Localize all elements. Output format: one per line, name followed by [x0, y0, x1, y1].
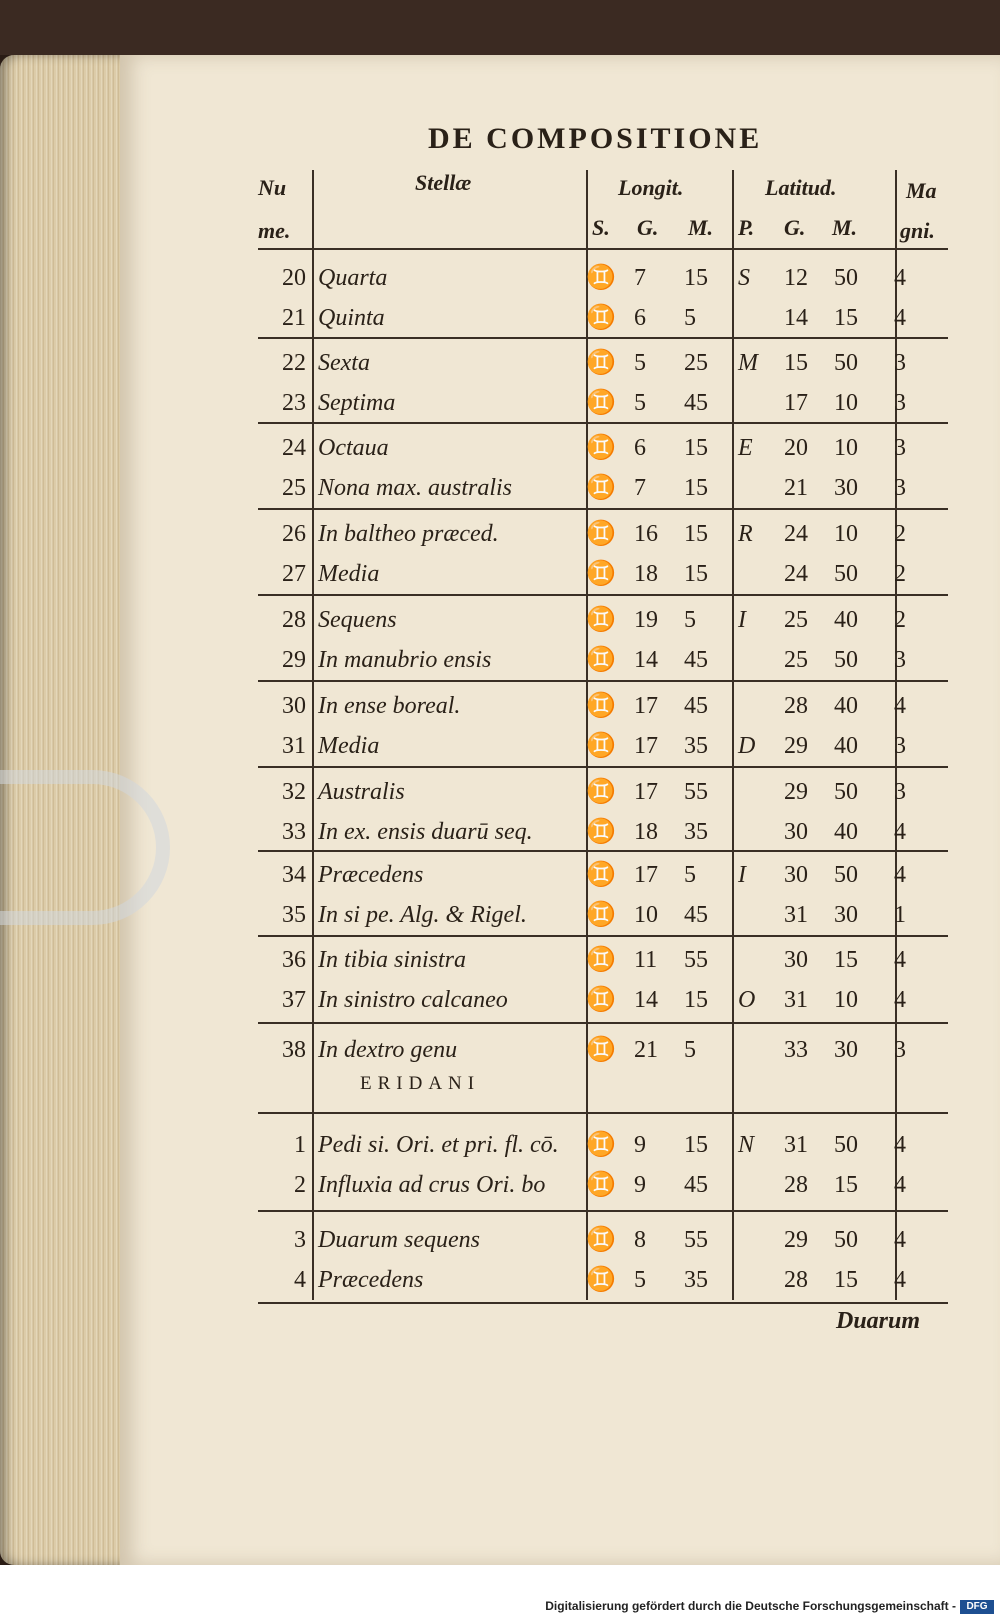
cell-g: 14 — [634, 647, 658, 673]
cell-num: 20 — [282, 265, 306, 291]
cell-name: Sequens — [318, 607, 397, 633]
cell-lg: 20 — [784, 435, 808, 461]
cell-num: 37 — [282, 987, 306, 1013]
col-mag-line2: gni. — [900, 218, 935, 243]
cell-g: 5 — [634, 390, 646, 416]
cell-g: 11 — [634, 947, 658, 973]
cell-sign: ♊ — [586, 435, 616, 461]
cell-lm: 30 — [834, 1037, 858, 1063]
cell-lg: 29 — [784, 779, 808, 805]
cell-lm: 30 — [834, 475, 858, 501]
col-stella: Stellæ — [415, 170, 472, 195]
group-rule — [258, 594, 948, 596]
cell-mag: 3 — [894, 733, 906, 759]
cell-lg: 31 — [784, 902, 808, 928]
cell-num: 33 — [282, 819, 306, 845]
cell-mag: 2 — [894, 521, 906, 547]
group-rule — [258, 1210, 948, 1212]
cell-lg: 21 — [784, 475, 808, 501]
col-s: S. — [592, 215, 610, 240]
page-title: DE COMPOSITIONE — [428, 122, 763, 155]
cell-m: 55 — [684, 1227, 708, 1253]
cell-lg: 30 — [784, 819, 808, 845]
cell-lg: 28 — [784, 693, 808, 719]
cell-m: 15 — [684, 1132, 708, 1158]
cell-sign: ♊ — [586, 521, 616, 547]
cell-name: Media — [318, 733, 380, 759]
cell-sign: ♊ — [586, 305, 616, 331]
col-divider — [732, 170, 734, 1300]
cell-lg: 28 — [784, 1172, 808, 1198]
cell-mag: 3 — [894, 779, 906, 805]
cell-m: 45 — [684, 390, 708, 416]
cell-m: 5 — [684, 1037, 696, 1063]
cell-lg: 31 — [784, 1132, 808, 1158]
cell-sign: ♊ — [586, 987, 616, 1013]
cell-p: R — [738, 521, 753, 547]
cell-num: 34 — [282, 862, 306, 888]
col-num-line2: me. — [258, 218, 291, 243]
cell-lm: 50 — [834, 561, 858, 587]
cell-g: 18 — [634, 561, 658, 587]
cell-name: Nona max. australis — [318, 475, 513, 501]
cell-lm: 50 — [834, 265, 858, 291]
footer-text: Digitalisierung gefördert durch die Deutsche Forschungsgemeinschaft - — [545, 1599, 956, 1613]
cell-num: 25 — [282, 475, 306, 501]
cell-p: E — [738, 435, 753, 461]
cell-name: Duarum sequens — [318, 1227, 480, 1253]
cell-num: 31 — [282, 733, 306, 759]
cell-g: 18 — [634, 819, 658, 845]
footer-bar — [0, 1565, 1000, 1617]
cell-num: 21 — [282, 305, 306, 331]
cell-mag: 3 — [894, 390, 906, 416]
cell-lm: 15 — [834, 1172, 858, 1198]
cell-num: 1 — [294, 1132, 306, 1158]
bottom-rule — [258, 1302, 948, 1304]
cell-num: 23 — [282, 390, 306, 416]
cell-num: 38 — [282, 1037, 306, 1063]
cell-sign: ♊ — [586, 265, 616, 291]
cell-g: 17 — [634, 733, 658, 759]
cell-name: Sexta — [318, 350, 370, 376]
cell-m: 35 — [684, 1267, 708, 1293]
group-rule — [258, 935, 948, 937]
cell-g: 10 — [634, 902, 658, 928]
cell-num: 24 — [282, 435, 306, 461]
col-latitud: Latitud. — [765, 175, 837, 200]
cell-sign: ♊ — [586, 1267, 616, 1293]
cell-lm: 10 — [834, 987, 858, 1013]
cell-g: 19 — [634, 607, 658, 633]
group-rule — [258, 766, 948, 768]
cell-sign: ♊ — [586, 1172, 616, 1198]
cell-mag: 4 — [894, 819, 906, 845]
cell-sign: ♊ — [586, 902, 616, 928]
cell-name: In ex. ensis duarū seq. — [318, 819, 533, 845]
col-mag-line1: Ma — [906, 178, 937, 203]
cell-name: In sinistro calcaneo — [318, 987, 508, 1013]
cell-num: 26 — [282, 521, 306, 547]
cell-p: I — [738, 862, 746, 888]
cell-lm: 30 — [834, 902, 858, 928]
cell-mag: 4 — [894, 862, 906, 888]
cell-num: 2 — [294, 1172, 306, 1198]
cell-num: 3 — [294, 1227, 306, 1253]
cell-sign: ♊ — [586, 607, 616, 633]
cell-m: 5 — [684, 607, 696, 633]
cell-m: 35 — [684, 819, 708, 845]
cell-mag: 4 — [894, 1132, 906, 1158]
cell-lg: 33 — [784, 1037, 808, 1063]
cell-mag: 3 — [894, 435, 906, 461]
cell-mag: 3 — [894, 350, 906, 376]
cell-lg: 30 — [784, 862, 808, 888]
cell-name: In dextro genu — [318, 1037, 458, 1063]
group-rule — [258, 680, 948, 682]
cell-lg: 28 — [784, 1267, 808, 1293]
section-title: ERIDANI — [360, 1073, 481, 1094]
cell-m: 5 — [684, 305, 696, 331]
cell-m: 15 — [684, 435, 708, 461]
cell-lg: 24 — [784, 521, 808, 547]
header-rule — [258, 248, 948, 250]
cell-m: 55 — [684, 947, 708, 973]
cell-mag: 4 — [894, 1227, 906, 1253]
col-lat-g: G. — [784, 215, 806, 240]
cell-m: 15 — [684, 987, 708, 1013]
cell-p: O — [738, 987, 756, 1013]
cell-mag: 1 — [894, 902, 906, 928]
cell-lm: 50 — [834, 350, 858, 376]
cell-name: In manubrio ensis — [318, 647, 492, 673]
cell-name: Quarta — [318, 265, 388, 291]
cell-mag: 4 — [894, 1172, 906, 1198]
cell-lm: 40 — [834, 733, 858, 759]
cell-lg: 25 — [784, 647, 808, 673]
cell-g: 5 — [634, 1267, 646, 1293]
cell-num: 29 — [282, 647, 306, 673]
cell-m: 15 — [684, 475, 708, 501]
dfg-logo: DFG — [960, 1600, 994, 1614]
col-p: P. — [738, 215, 755, 240]
cell-sign: ♊ — [586, 390, 616, 416]
cell-num: 4 — [294, 1267, 306, 1293]
cell-mag: 4 — [894, 987, 906, 1013]
cell-num: 36 — [282, 947, 306, 973]
cell-m: 35 — [684, 733, 708, 759]
cell-lg: 29 — [784, 1227, 808, 1253]
cell-name: Pedi si. Ori. et pri. fl. cō. — [318, 1132, 559, 1158]
cell-p: N — [738, 1132, 755, 1158]
cell-lm: 15 — [834, 305, 858, 331]
cell-m: 45 — [684, 647, 708, 673]
cell-mag: 4 — [894, 305, 906, 331]
col-longit: Longit. — [618, 175, 684, 200]
cell-num: 32 — [282, 779, 306, 805]
cell-lm: 10 — [834, 521, 858, 547]
cell-sign: ♊ — [586, 1227, 616, 1253]
cell-p: D — [738, 733, 756, 759]
cell-m: 45 — [684, 902, 708, 928]
cell-num: 22 — [282, 350, 306, 376]
cell-sign: ♊ — [586, 947, 616, 973]
cell-sign: ♊ — [586, 693, 616, 719]
cell-g: 8 — [634, 1227, 646, 1253]
cell-lm: 50 — [834, 779, 858, 805]
cell-sign: ♊ — [586, 819, 616, 845]
cell-lg: 29 — [784, 733, 808, 759]
cell-sign: ♊ — [586, 779, 616, 805]
cell-name: In tibia sinistra — [318, 947, 467, 973]
cell-name: Media — [318, 561, 380, 587]
col-m: M. — [688, 215, 714, 240]
cell-sign: ♊ — [586, 475, 616, 501]
cell-sign: ♊ — [586, 647, 616, 673]
cell-name: In baltheo præced. — [318, 521, 499, 547]
cell-lg: 30 — [784, 947, 808, 973]
cell-m: 15 — [684, 521, 708, 547]
cell-g: 9 — [634, 1172, 646, 1198]
cell-mag: 4 — [894, 947, 906, 973]
cell-lg: 14 — [784, 305, 808, 331]
cell-p: I — [738, 607, 746, 633]
cell-sign: ♊ — [586, 862, 616, 888]
cell-g: 7 — [634, 265, 646, 291]
col-g: G. — [637, 215, 659, 240]
cell-mag: 2 — [894, 561, 906, 587]
cell-m: 45 — [684, 693, 708, 719]
cell-mag: 3 — [894, 1037, 906, 1063]
cell-mag: 3 — [894, 647, 906, 673]
cell-m: 55 — [684, 779, 708, 805]
col-lat-m: M. — [832, 215, 858, 240]
cell-num: 28 — [282, 607, 306, 633]
cell-name: Præcedens — [318, 862, 424, 888]
cell-g: 17 — [634, 693, 658, 719]
cell-g: 5 — [634, 350, 646, 376]
cell-name: Australis — [318, 779, 405, 805]
group-rule — [258, 508, 948, 510]
cell-lm: 50 — [834, 1132, 858, 1158]
cell-lm: 50 — [834, 1227, 858, 1253]
cell-lm: 40 — [834, 693, 858, 719]
cell-g: 7 — [634, 475, 646, 501]
cell-lm: 15 — [834, 1267, 858, 1293]
cell-name: In si pe. Alg. & Rigel. — [318, 902, 527, 928]
cell-mag: 2 — [894, 607, 906, 633]
cell-p: M — [738, 350, 758, 376]
cell-m: 15 — [684, 561, 708, 587]
cell-name: Octaua — [318, 435, 389, 461]
cell-sign: ♊ — [586, 350, 616, 376]
cell-m: 25 — [684, 350, 708, 376]
cell-mag: 4 — [894, 1267, 906, 1293]
cell-sign: ♊ — [586, 733, 616, 759]
cell-g: 14 — [634, 987, 658, 1013]
cell-mag: 4 — [894, 265, 906, 291]
cell-m: 45 — [684, 1172, 708, 1198]
book-page — [120, 55, 1000, 1565]
cell-mag: 4 — [894, 693, 906, 719]
cell-num: 27 — [282, 561, 306, 587]
cell-name: In ense boreal. — [318, 693, 461, 719]
cell-lg: 12 — [784, 265, 808, 291]
cell-g: 17 — [634, 862, 658, 888]
cell-num: 35 — [282, 902, 306, 928]
cell-g: 6 — [634, 305, 646, 331]
bookmark-clip — [0, 770, 170, 925]
cell-sign: ♊ — [586, 1132, 616, 1158]
cell-name: Influxia ad crus Ori. bo — [318, 1172, 546, 1198]
cell-g: 9 — [634, 1132, 646, 1158]
col-divider — [312, 170, 314, 1300]
col-num-line1: Nu — [258, 175, 287, 200]
cell-g: 21 — [634, 1037, 658, 1063]
group-rule — [258, 1022, 948, 1024]
cell-lm: 50 — [834, 862, 858, 888]
cell-g: 17 — [634, 779, 658, 805]
cell-lg: 17 — [784, 390, 808, 416]
cell-sign: ♊ — [586, 561, 616, 587]
cell-m: 15 — [684, 265, 708, 291]
cell-mag: 3 — [894, 475, 906, 501]
cell-p: S — [738, 265, 750, 291]
cell-lm: 40 — [834, 607, 858, 633]
cell-sign: ♊ — [586, 1037, 616, 1063]
cell-name: Quinta — [318, 305, 385, 331]
cell-m: 5 — [684, 862, 696, 888]
catchword: Duarum — [836, 1308, 921, 1334]
cell-name: Præcedens — [318, 1267, 424, 1293]
cell-lg: 25 — [784, 607, 808, 633]
cell-lm: 15 — [834, 947, 858, 973]
cell-g: 6 — [634, 435, 646, 461]
cell-lm: 40 — [834, 819, 858, 845]
cell-lg: 31 — [784, 987, 808, 1013]
cell-lm: 50 — [834, 647, 858, 673]
cell-lm: 10 — [834, 390, 858, 416]
cell-g: 16 — [634, 521, 658, 547]
cell-lg: 24 — [784, 561, 808, 587]
cell-num: 30 — [282, 693, 306, 719]
cell-lg: 15 — [784, 350, 808, 376]
group-rule — [258, 1112, 948, 1114]
cell-name: Septima — [318, 390, 396, 416]
cell-lm: 10 — [834, 435, 858, 461]
